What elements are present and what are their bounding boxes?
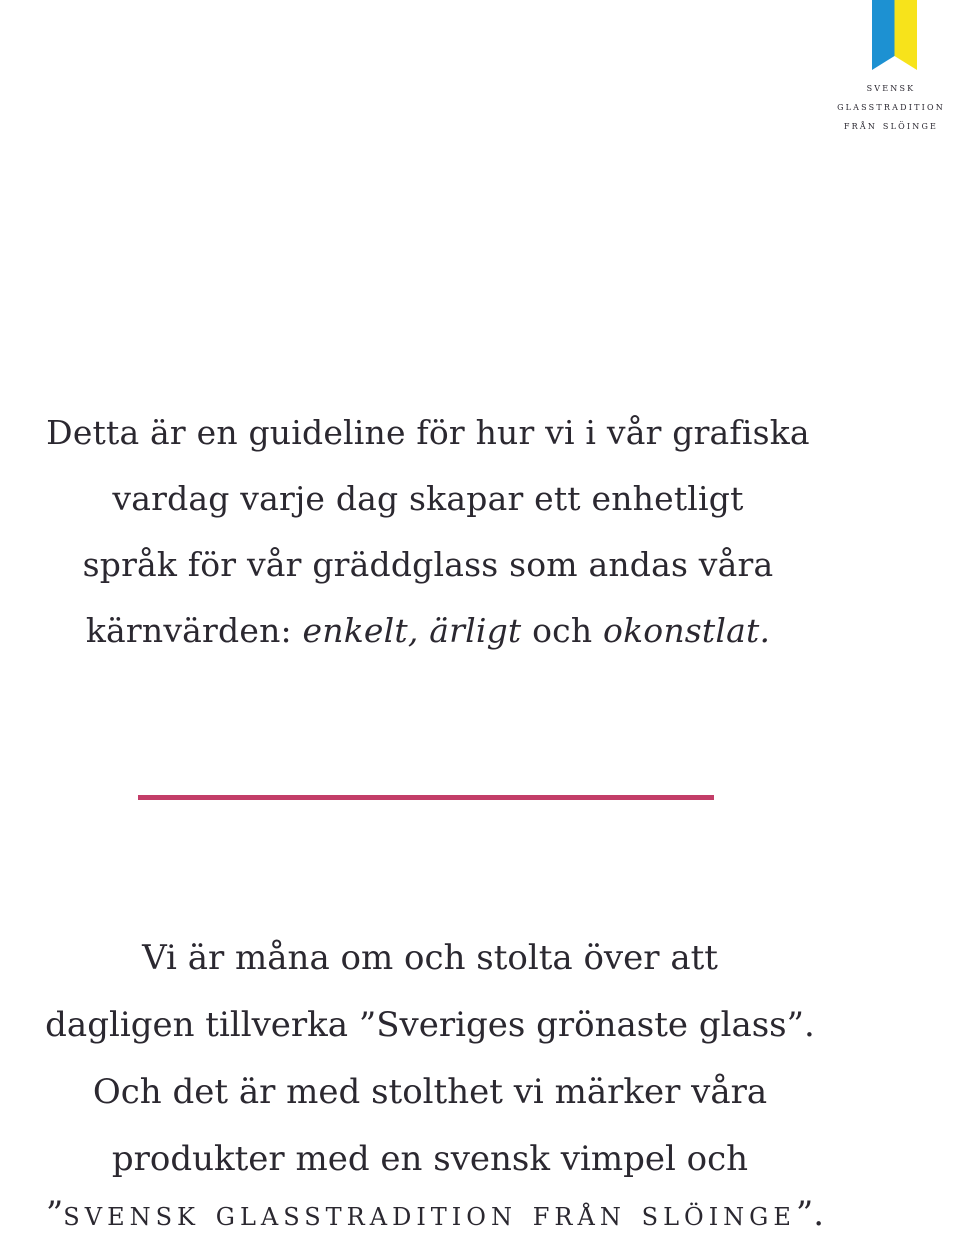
closing-line-1: Vi är måna om och stolta över att bbox=[142, 938, 718, 978]
intro-line-4-prefix: kärnvärden: bbox=[85, 611, 303, 650]
logo-wordmark bbox=[822, 78, 960, 135]
intro-line-1: Detta är en guideline för hur vi i vår grafiska bbox=[46, 413, 810, 452]
closing-line-5 bbox=[0, 1192, 870, 1236]
intro-emphasis-1: enkelt, ärligt bbox=[302, 611, 522, 650]
quote-close: ”. bbox=[795, 1194, 825, 1234]
pennant-icon bbox=[872, 0, 917, 70]
intro-line-4-mid: och bbox=[521, 611, 603, 650]
logo-line-2: glasstradition bbox=[837, 99, 945, 113]
logo-line-3: från slöinge bbox=[843, 118, 939, 132]
intro-paragraph bbox=[0, 400, 856, 664]
quote-open: ” bbox=[45, 1194, 64, 1234]
section-divider bbox=[138, 795, 714, 800]
brand-tagline: svensk glasstradition från slöinge bbox=[63, 1194, 796, 1234]
closing-line-3: Och det är med stolthet vi märker våra bbox=[92, 1072, 768, 1112]
closing-line-4: produkter med en svensk vimpel och bbox=[111, 1139, 749, 1179]
brand-logo bbox=[822, 0, 960, 140]
logo-line-1: svensk bbox=[866, 80, 916, 94]
intro-line-3: språk för vår gräddglass som andas våra bbox=[82, 545, 774, 584]
closing-line-2: dagligen tillverka ”Sveriges grönaste glass”. bbox=[45, 1005, 815, 1045]
closing-paragraph bbox=[0, 925, 860, 1193]
intro-emphasis-2: okonstlat. bbox=[603, 611, 771, 650]
intro-line-4 bbox=[0, 598, 856, 664]
intro-line-2: vardag varje dag skapar ett enhetligt bbox=[112, 479, 744, 518]
